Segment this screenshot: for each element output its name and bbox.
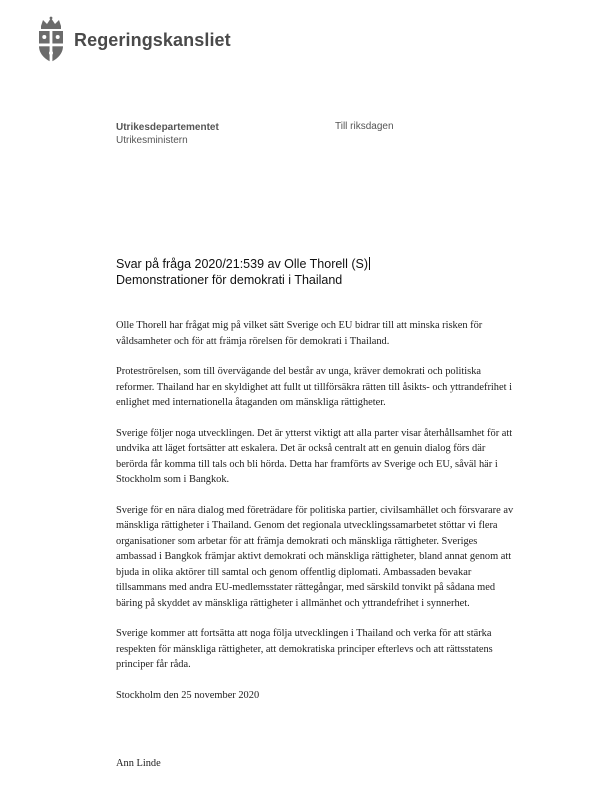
signature: Ann Linde (116, 758, 161, 769)
place-date: Stockholm den 25 november 2020 (116, 689, 260, 701)
document-title (116, 256, 370, 288)
sender-official: Utrikesministern (116, 135, 188, 146)
document-body (116, 318, 516, 703)
paragraph: Sverige kommer att fortsätta att noga följa utvecklingen i Thailand och verka för att stärka respekten för mänskliga rättigheter, att demokratiska principer efterlevs och att rättsstatens principer får råda. (116, 628, 493, 670)
sender-department: Utrikesdepartementet (116, 122, 219, 133)
paragraph: Proteströrelsen, som till övervägande del består av unga, kräver demokrati och politiska reformer. Thailand har en skyldighet att fullt ut tillförsäkra rätten till åsikts- och yttrandefrihet i enlighet med internationella åtaganden om mänskliga rättigheter. (116, 366, 512, 408)
recipient: Till riksdagen (335, 121, 394, 132)
logo-text: Regeringskansliet (74, 29, 231, 50)
title-line-1: Svar på fråga 2020/21:539 av Olle Thorell (S) (116, 257, 368, 271)
coat-of-arms-icon (36, 16, 66, 64)
title-line-2: Demonstrationer för demokrati i Thailand (116, 273, 343, 287)
text-cursor (369, 257, 370, 270)
logo (36, 16, 231, 64)
sender-block (116, 121, 219, 147)
paragraph: Sverige för en nära dialog med företrädare för politiska partier, civilsamhället och försvarare av mänskliga rättigheter i Thailand. Genom det regionala utvecklingssamarbetet stöttar vi flera organisationer som arbetar för att främja demokrati och mänskliga rättigheter. Sveriges ambassad i Bangkok främjar aktivt demokrati och mänskliga rättigheter, bland annat genom att bjuda in olika aktörer till samtal och genom offentlig diplomati. Ambassaden bevakar tillsammans med andra EU-medlemsstater rättegångar, med särskild tonvikt på sådana med bäring på skyddet av mänskliga rättigheter i allmänhet och yttrandefrihet i synnerhet. (116, 504, 514, 609)
paragraph: Sverige följer noga utvecklingen. Det är ytterst viktigt att alla parter visar återhållsamhet för att undvika att läget fortsätter att eskalera. Det är också centralt att en genuin dialog förs där berörda får komma till tals och bli hörda. Detta har framförts av Sverige och EU, såväl här i Stockholm som i Bangkok. (116, 427, 513, 485)
paragraph: Olle Thorell har frågat mig på vilket sätt Sverige och EU bidrar till att minska risken för våldsamheter och för att främja rörelsen för demokrati i Thailand. (116, 320, 483, 347)
